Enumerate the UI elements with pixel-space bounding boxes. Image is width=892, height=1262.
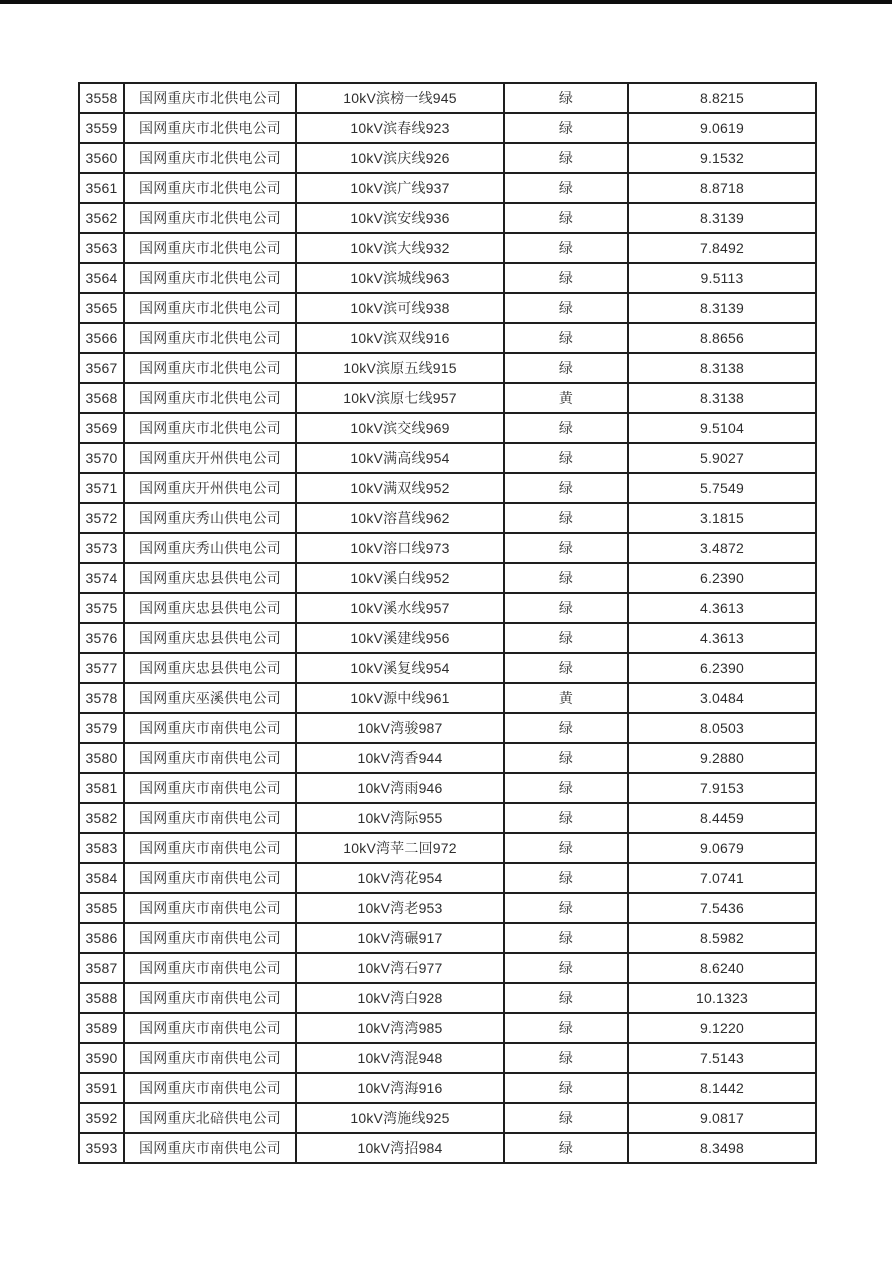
table-row bbox=[79, 533, 816, 563]
line-name-cell: 10kV溶菖线962 bbox=[296, 503, 504, 533]
line-name-cell: 10kV滨原七线957 bbox=[296, 383, 504, 413]
row-number-cell: 3570 bbox=[79, 443, 124, 473]
status-cell: 绿 bbox=[504, 233, 628, 263]
value-cell: 9.2880 bbox=[628, 743, 816, 773]
line-name-cell: 10kV满双线952 bbox=[296, 473, 504, 503]
line-name-cell: 10kV滨春线923 bbox=[296, 113, 504, 143]
value-cell: 9.1532 bbox=[628, 143, 816, 173]
company-cell: 国网重庆忠县供电公司 bbox=[124, 563, 296, 593]
line-name-cell: 10kV湾花954 bbox=[296, 863, 504, 893]
table-row bbox=[79, 1133, 816, 1163]
row-number-cell: 3573 bbox=[79, 533, 124, 563]
table-row bbox=[79, 83, 816, 113]
page-top-edge bbox=[0, 0, 892, 4]
row-number-cell: 3565 bbox=[79, 293, 124, 323]
value-cell: 8.3498 bbox=[628, 1133, 816, 1163]
table-row bbox=[79, 263, 816, 293]
status-cell: 绿 bbox=[504, 953, 628, 983]
row-number-cell: 3575 bbox=[79, 593, 124, 623]
table-row bbox=[79, 773, 816, 803]
company-cell: 国网重庆市北供电公司 bbox=[124, 293, 296, 323]
company-cell: 国网重庆市南供电公司 bbox=[124, 893, 296, 923]
value-cell: 4.3613 bbox=[628, 623, 816, 653]
row-number-cell: 3561 bbox=[79, 173, 124, 203]
line-name-cell: 10kV滨广线937 bbox=[296, 173, 504, 203]
status-cell: 绿 bbox=[504, 113, 628, 143]
company-cell: 国网重庆市南供电公司 bbox=[124, 923, 296, 953]
status-cell: 绿 bbox=[504, 893, 628, 923]
line-name-cell: 10kV滨可线938 bbox=[296, 293, 504, 323]
table-row bbox=[79, 923, 816, 953]
row-number-cell: 3582 bbox=[79, 803, 124, 833]
line-name-cell: 10kV滨大线932 bbox=[296, 233, 504, 263]
table-row bbox=[79, 293, 816, 323]
value-cell: 8.1442 bbox=[628, 1073, 816, 1103]
value-cell: 9.0817 bbox=[628, 1103, 816, 1133]
table-row bbox=[79, 863, 816, 893]
table-row bbox=[79, 833, 816, 863]
status-cell: 绿 bbox=[504, 83, 628, 113]
value-cell: 7.0741 bbox=[628, 863, 816, 893]
table-row bbox=[79, 323, 816, 353]
line-name-cell: 10kV湾石977 bbox=[296, 953, 504, 983]
line-name-cell: 10kV滨交线969 bbox=[296, 413, 504, 443]
status-cell: 黄 bbox=[504, 383, 628, 413]
company-cell: 国网重庆秀山供电公司 bbox=[124, 533, 296, 563]
value-cell: 7.5436 bbox=[628, 893, 816, 923]
status-cell: 绿 bbox=[504, 743, 628, 773]
company-cell: 国网重庆秀山供电公司 bbox=[124, 503, 296, 533]
company-cell: 国网重庆市南供电公司 bbox=[124, 713, 296, 743]
company-cell: 国网重庆开州供电公司 bbox=[124, 443, 296, 473]
line-name-cell: 10kV溪复线954 bbox=[296, 653, 504, 683]
table-row bbox=[79, 743, 816, 773]
row-number-cell: 3585 bbox=[79, 893, 124, 923]
table-row bbox=[79, 983, 816, 1013]
line-name-cell: 10kV滨榜一线945 bbox=[296, 83, 504, 113]
value-cell: 9.0619 bbox=[628, 113, 816, 143]
table-row bbox=[79, 1043, 816, 1073]
table-row bbox=[79, 1013, 816, 1043]
status-cell: 绿 bbox=[504, 173, 628, 203]
row-number-cell: 3566 bbox=[79, 323, 124, 353]
value-cell: 8.8215 bbox=[628, 83, 816, 113]
company-cell: 国网重庆市南供电公司 bbox=[124, 953, 296, 983]
status-cell: 绿 bbox=[504, 833, 628, 863]
value-cell: 8.3138 bbox=[628, 353, 816, 383]
row-number-cell: 3569 bbox=[79, 413, 124, 443]
row-number-cell: 3572 bbox=[79, 503, 124, 533]
row-number-cell: 3590 bbox=[79, 1043, 124, 1073]
table-row bbox=[79, 383, 816, 413]
row-number-cell: 3592 bbox=[79, 1103, 124, 1133]
value-cell: 4.3613 bbox=[628, 593, 816, 623]
row-number-cell: 3559 bbox=[79, 113, 124, 143]
line-name-cell: 10kV满高线954 bbox=[296, 443, 504, 473]
status-cell: 绿 bbox=[504, 533, 628, 563]
table-row bbox=[79, 233, 816, 263]
status-cell: 绿 bbox=[504, 593, 628, 623]
value-cell: 5.9027 bbox=[628, 443, 816, 473]
company-cell: 国网重庆市北供电公司 bbox=[124, 323, 296, 353]
company-cell: 国网重庆市北供电公司 bbox=[124, 83, 296, 113]
line-name-cell: 10kV湾招984 bbox=[296, 1133, 504, 1163]
status-cell: 绿 bbox=[504, 353, 628, 383]
company-cell: 国网重庆忠县供电公司 bbox=[124, 653, 296, 683]
status-cell: 绿 bbox=[504, 1073, 628, 1103]
row-number-cell: 3578 bbox=[79, 683, 124, 713]
row-number-cell: 3577 bbox=[79, 653, 124, 683]
status-cell: 绿 bbox=[504, 503, 628, 533]
table-row bbox=[79, 353, 816, 383]
table-row bbox=[79, 113, 816, 143]
company-cell: 国网重庆市北供电公司 bbox=[124, 383, 296, 413]
table-row bbox=[79, 173, 816, 203]
value-cell: 7.5143 bbox=[628, 1043, 816, 1073]
line-name-cell: 10kV湾白928 bbox=[296, 983, 504, 1013]
row-number-cell: 3591 bbox=[79, 1073, 124, 1103]
line-name-cell: 10kV溪水线957 bbox=[296, 593, 504, 623]
company-cell: 国网重庆市南供电公司 bbox=[124, 773, 296, 803]
status-cell: 黄 bbox=[504, 683, 628, 713]
row-number-cell: 3558 bbox=[79, 83, 124, 113]
table-row bbox=[79, 893, 816, 923]
line-name-cell: 10kV湾老953 bbox=[296, 893, 504, 923]
company-cell: 国网重庆巫溪供电公司 bbox=[124, 683, 296, 713]
status-cell: 绿 bbox=[504, 773, 628, 803]
status-cell: 绿 bbox=[504, 263, 628, 293]
row-number-cell: 3560 bbox=[79, 143, 124, 173]
table-row bbox=[79, 623, 816, 653]
status-cell: 绿 bbox=[504, 1043, 628, 1073]
table-row bbox=[79, 593, 816, 623]
company-cell: 国网重庆忠县供电公司 bbox=[124, 593, 296, 623]
company-cell: 国网重庆市南供电公司 bbox=[124, 1043, 296, 1073]
company-cell: 国网重庆市南供电公司 bbox=[124, 743, 296, 773]
status-cell: 绿 bbox=[504, 713, 628, 743]
table-row bbox=[79, 713, 816, 743]
status-cell: 绿 bbox=[504, 323, 628, 353]
company-cell: 国网重庆市南供电公司 bbox=[124, 863, 296, 893]
company-cell: 国网重庆北碚供电公司 bbox=[124, 1103, 296, 1133]
status-cell: 绿 bbox=[504, 863, 628, 893]
status-cell: 绿 bbox=[504, 293, 628, 323]
row-number-cell: 3586 bbox=[79, 923, 124, 953]
value-cell: 8.8718 bbox=[628, 173, 816, 203]
status-cell: 绿 bbox=[504, 923, 628, 953]
row-number-cell: 3581 bbox=[79, 773, 124, 803]
value-cell: 3.4872 bbox=[628, 533, 816, 563]
table-row bbox=[79, 143, 816, 173]
value-cell: 9.0679 bbox=[628, 833, 816, 863]
company-cell: 国网重庆市南供电公司 bbox=[124, 1133, 296, 1163]
status-cell: 绿 bbox=[504, 653, 628, 683]
company-cell: 国网重庆市南供电公司 bbox=[124, 1013, 296, 1043]
status-cell: 绿 bbox=[504, 563, 628, 593]
line-name-cell: 10kV湾香944 bbox=[296, 743, 504, 773]
value-cell: 6.2390 bbox=[628, 653, 816, 683]
company-cell: 国网重庆忠县供电公司 bbox=[124, 623, 296, 653]
company-cell: 国网重庆市南供电公司 bbox=[124, 983, 296, 1013]
company-cell: 国网重庆市北供电公司 bbox=[124, 203, 296, 233]
value-cell: 3.1815 bbox=[628, 503, 816, 533]
value-cell: 9.1220 bbox=[628, 1013, 816, 1043]
line-name-cell: 10kV源中线961 bbox=[296, 683, 504, 713]
company-cell: 国网重庆市北供电公司 bbox=[124, 113, 296, 143]
company-cell: 国网重庆市北供电公司 bbox=[124, 233, 296, 263]
value-cell: 7.8492 bbox=[628, 233, 816, 263]
line-name-cell: 10kV湾施线925 bbox=[296, 1103, 504, 1133]
line-name-cell: 10kV湾碾917 bbox=[296, 923, 504, 953]
row-number-cell: 3571 bbox=[79, 473, 124, 503]
line-name-cell: 10kV滨安线936 bbox=[296, 203, 504, 233]
row-number-cell: 3562 bbox=[79, 203, 124, 233]
table-row bbox=[79, 413, 816, 443]
table-row bbox=[79, 953, 816, 983]
value-cell: 8.3138 bbox=[628, 383, 816, 413]
line-name-cell: 10kV湾际955 bbox=[296, 803, 504, 833]
row-number-cell: 3580 bbox=[79, 743, 124, 773]
status-cell: 绿 bbox=[504, 143, 628, 173]
status-cell: 绿 bbox=[504, 1103, 628, 1133]
row-number-cell: 3567 bbox=[79, 353, 124, 383]
row-number-cell: 3576 bbox=[79, 623, 124, 653]
company-cell: 国网重庆市北供电公司 bbox=[124, 263, 296, 293]
status-cell: 绿 bbox=[504, 443, 628, 473]
value-cell: 7.9153 bbox=[628, 773, 816, 803]
table-row bbox=[79, 473, 816, 503]
row-number-cell: 3587 bbox=[79, 953, 124, 983]
row-number-cell: 3584 bbox=[79, 863, 124, 893]
row-number-cell: 3564 bbox=[79, 263, 124, 293]
table-row bbox=[79, 203, 816, 233]
line-name-cell: 10kV湾骏987 bbox=[296, 713, 504, 743]
status-cell: 绿 bbox=[504, 413, 628, 443]
status-cell: 绿 bbox=[504, 473, 628, 503]
company-cell: 国网重庆市北供电公司 bbox=[124, 353, 296, 383]
table-body bbox=[79, 83, 816, 1163]
company-cell: 国网重庆市南供电公司 bbox=[124, 833, 296, 863]
row-number-cell: 3589 bbox=[79, 1013, 124, 1043]
value-cell: 8.0503 bbox=[628, 713, 816, 743]
value-cell: 8.6240 bbox=[628, 953, 816, 983]
company-cell: 国网重庆市北供电公司 bbox=[124, 143, 296, 173]
row-number-cell: 3574 bbox=[79, 563, 124, 593]
line-name-cell: 10kV湾海916 bbox=[296, 1073, 504, 1103]
table-row bbox=[79, 683, 816, 713]
line-name-cell: 10kV湾雨946 bbox=[296, 773, 504, 803]
table-row bbox=[79, 1103, 816, 1133]
status-cell: 绿 bbox=[504, 983, 628, 1013]
table-row bbox=[79, 803, 816, 833]
table-row bbox=[79, 563, 816, 593]
row-number-cell: 3568 bbox=[79, 383, 124, 413]
status-cell: 绿 bbox=[504, 1013, 628, 1043]
value-cell: 3.0484 bbox=[628, 683, 816, 713]
value-cell: 8.3139 bbox=[628, 203, 816, 233]
value-cell: 8.4459 bbox=[628, 803, 816, 833]
status-cell: 绿 bbox=[504, 623, 628, 653]
value-cell: 9.5104 bbox=[628, 413, 816, 443]
row-number-cell: 3588 bbox=[79, 983, 124, 1013]
line-name-cell: 10kV滨庆线926 bbox=[296, 143, 504, 173]
value-cell: 5.7549 bbox=[628, 473, 816, 503]
line-name-cell: 10kV滨城线963 bbox=[296, 263, 504, 293]
value-cell: 8.8656 bbox=[628, 323, 816, 353]
line-name-cell: 10kV溪建线956 bbox=[296, 623, 504, 653]
line-name-cell: 10kV湾湾985 bbox=[296, 1013, 504, 1043]
line-name-cell: 10kV溪白线952 bbox=[296, 563, 504, 593]
company-cell: 国网重庆开州供电公司 bbox=[124, 473, 296, 503]
value-cell: 8.5982 bbox=[628, 923, 816, 953]
company-cell: 国网重庆市北供电公司 bbox=[124, 173, 296, 203]
row-number-cell: 3593 bbox=[79, 1133, 124, 1163]
line-name-cell: 10kV滨原五线915 bbox=[296, 353, 504, 383]
power-line-table bbox=[78, 82, 817, 1164]
line-name-cell: 10kV湾苹二回972 bbox=[296, 833, 504, 863]
status-cell: 绿 bbox=[504, 1133, 628, 1163]
value-cell: 10.1323 bbox=[628, 983, 816, 1013]
row-number-cell: 3563 bbox=[79, 233, 124, 263]
line-name-cell: 10kV滨双线916 bbox=[296, 323, 504, 353]
value-cell: 9.5113 bbox=[628, 263, 816, 293]
company-cell: 国网重庆市北供电公司 bbox=[124, 413, 296, 443]
value-cell: 6.2390 bbox=[628, 563, 816, 593]
row-number-cell: 3579 bbox=[79, 713, 124, 743]
company-cell: 国网重庆市南供电公司 bbox=[124, 803, 296, 833]
table-row bbox=[79, 653, 816, 683]
value-cell: 8.3139 bbox=[628, 293, 816, 323]
status-cell: 绿 bbox=[504, 203, 628, 233]
row-number-cell: 3583 bbox=[79, 833, 124, 863]
table-row bbox=[79, 503, 816, 533]
status-cell: 绿 bbox=[504, 803, 628, 833]
line-name-cell: 10kV溶口线973 bbox=[296, 533, 504, 563]
table-row bbox=[79, 1073, 816, 1103]
line-name-cell: 10kV湾混948 bbox=[296, 1043, 504, 1073]
table-row bbox=[79, 443, 816, 473]
company-cell: 国网重庆市南供电公司 bbox=[124, 1073, 296, 1103]
